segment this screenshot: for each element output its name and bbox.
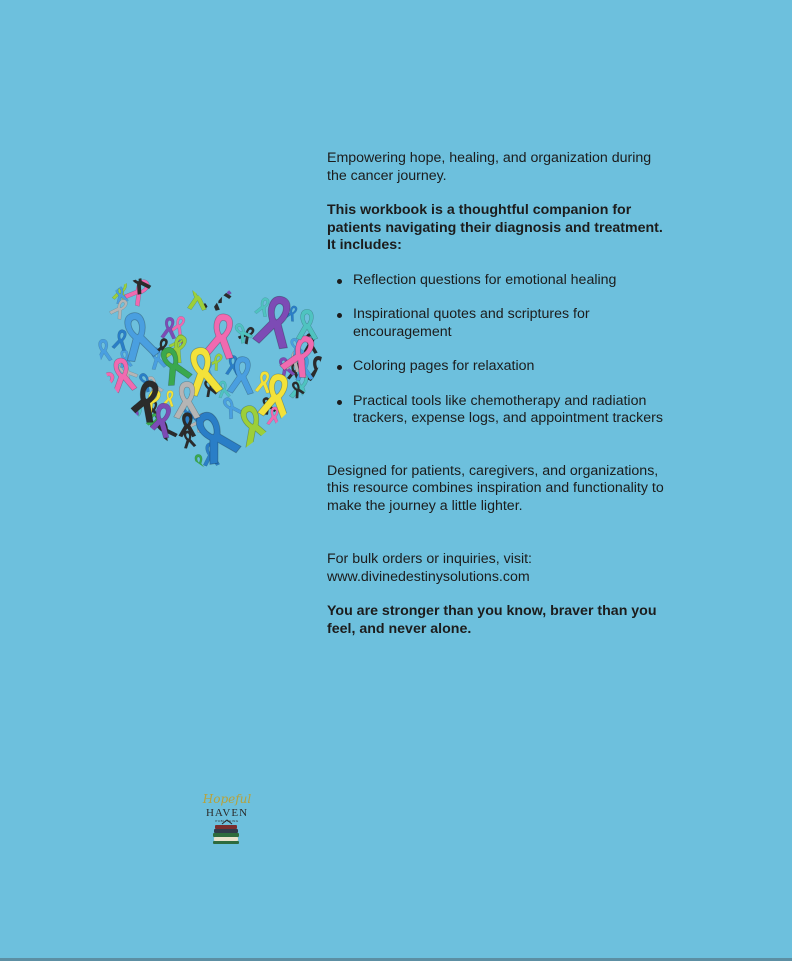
tagline: Empowering hope, healing, and organization during the cancer journey. [327, 150, 652, 184]
publisher-script-name: Hopeful [202, 792, 252, 806]
website-link[interactable]: www.divinedestinysolutions.com [327, 568, 530, 585]
publisher-subtitle: PUBLISHING [215, 819, 239, 823]
intro-text: This workbook is a thoughtful companion for patients navigating their diagnosis and treatment. It includes: [327, 202, 663, 253]
awareness-ribbon-heart-icon [92, 272, 330, 482]
feature-item: Coloring pages for relaxation [327, 358, 667, 376]
publisher-books-logo-icon [196, 788, 258, 850]
closing-affirmation: You are stronger than you know, braver than you feel, and never alone. [327, 603, 657, 637]
back-cover-text [327, 150, 667, 638]
bulk-orders-label: For bulk orders or inquiries, visit: [327, 551, 532, 567]
designed-for-text: Designed for patients, caregivers, and organizations, this resource combines inspiration and functionality to make the journey a little lighter. [327, 462, 664, 514]
feature-item: Reflection questions for emotional healing [327, 272, 667, 290]
bulk-orders-text [327, 551, 667, 586]
feature-item: Inspirational quotes and scriptures for encouragement [327, 306, 667, 341]
feature-item: Practical tools like chemotherapy and radiation trackers, expense logs, and appointment trackers [327, 393, 667, 428]
publisher-name: HAVEN [205, 807, 249, 819]
feature-list [327, 272, 667, 428]
